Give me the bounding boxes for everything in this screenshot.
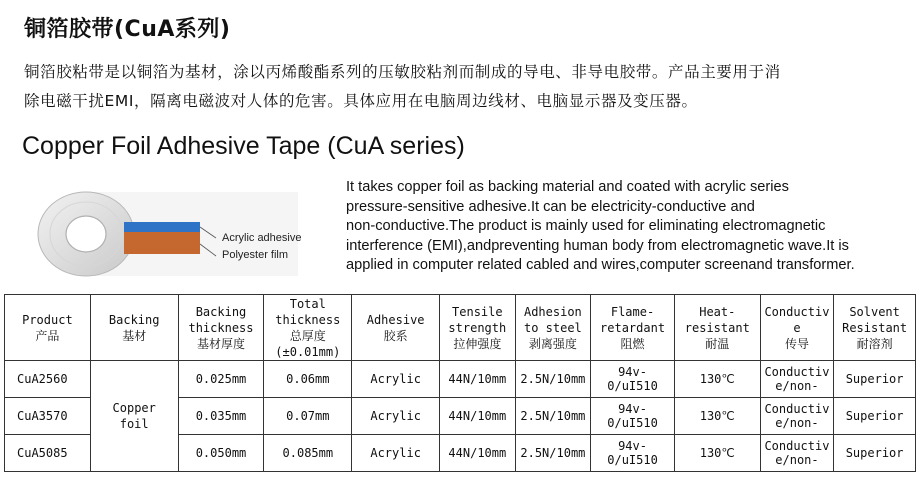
en-page-title: Copper Foil Adhesive Tape (CuA series) xyxy=(22,132,465,160)
tensile-cell: 44N/10mm xyxy=(440,398,516,435)
total-thickness-cell: 0.07mm xyxy=(264,398,352,435)
solvent-cell: Superior xyxy=(834,361,916,398)
en-description-line: pressure-sensitive adhesive.It can be electricity-conductive and xyxy=(346,198,755,215)
column-header-conductive: Conductiv e 传导 xyxy=(760,295,834,361)
spec-table xyxy=(4,294,916,472)
column-header-adhesion: Adhesion to steel 剥离强度 xyxy=(515,295,591,361)
conductive-cell: Conductiv e/non- xyxy=(760,398,834,435)
backing-thickness-cell: 0.035mm xyxy=(178,398,264,435)
solvent-cell: Superior xyxy=(834,398,916,435)
column-header-adhesive: Adhesive 胶系 xyxy=(352,295,440,361)
heat-resistant-cell: 130℃ xyxy=(674,398,760,435)
conductive-cell: Conductiv e/non- xyxy=(760,435,834,472)
cn-description xyxy=(24,58,904,116)
flame-retardant-cell: 94v- 0/uI510 xyxy=(591,361,675,398)
backing-thickness-cell: 0.025mm xyxy=(178,361,264,398)
backing-thickness-cell: 0.050mm xyxy=(178,435,264,472)
flame-retardant-cell: 94v- 0/uI510 xyxy=(591,435,675,472)
column-header-backing: Backing 基材 xyxy=(90,295,178,361)
column-header-product: Product 产品 xyxy=(5,295,91,361)
table-header-row xyxy=(5,295,916,361)
adhesion-cell: 2.5N/10mm xyxy=(515,398,591,435)
product-cell: CuA3570 xyxy=(5,398,91,435)
en-description-line: non-conductive.The product is mainly used for eliminating electromagnetic xyxy=(346,218,826,234)
column-header-solvent-resistant: Solvent Resistant 耐溶剂 xyxy=(834,295,916,361)
en-description-line: applied in computer related cabled and wires,computer screenand transformer. xyxy=(346,257,855,273)
tensile-cell: 44N/10mm xyxy=(440,361,516,398)
conductive-cell: Conductiv e/non- xyxy=(760,361,834,398)
solvent-cell: Superior xyxy=(834,435,916,472)
total-thickness-cell: 0.085mm xyxy=(264,435,352,472)
flame-retardant-cell: 94v- 0/uI510 xyxy=(591,398,675,435)
cn-description-line: 除电磁干扰EMI，隔离电磁波对人体的危害。具体应用在电脑周边线材、电脑显示器及变压器。 xyxy=(24,92,698,110)
cn-description-line: 铜箔胶粘带是以铜箔为基材，涂以丙烯酸酯系列的压敏胶粘剂而制成的导电、非导电胶带。产品主要用于消 xyxy=(24,63,781,81)
adhesive-cell: Acrylic xyxy=(352,398,440,435)
product-cell: CuA2560 xyxy=(5,361,91,398)
tape-illustration xyxy=(28,184,328,294)
acrylic-adhesive-label: Acrylic adhesive xyxy=(222,232,302,244)
column-header-backing-thickness: Backing thickness 基材厚度 xyxy=(178,295,264,361)
en-description-line: It takes copper foil as backing material and coated with acrylic series xyxy=(346,179,789,195)
adhesive-cell: Acrylic xyxy=(352,435,440,472)
adhesive-cell: Acrylic xyxy=(352,361,440,398)
heat-resistant-cell: 130℃ xyxy=(674,435,760,472)
acrylic-adhesive-layer xyxy=(124,222,200,232)
column-header-flame-retardant: Flame- retardant 阻燃 xyxy=(591,295,675,361)
total-thickness-cell: 0.06mm xyxy=(264,361,352,398)
product-cell: CuA5085 xyxy=(5,435,91,472)
en-description xyxy=(346,178,916,276)
en-description-line: interference (EMI),andpreventing human body from electromagnetic wave.It is xyxy=(346,237,849,254)
polyester-film-layer xyxy=(124,232,200,254)
tensile-cell: 44N/10mm xyxy=(440,435,516,472)
backing-material-cell: Copper foil xyxy=(90,361,178,472)
table-row xyxy=(5,361,916,398)
column-header-total-thickness: Total thickness 总厚度 (±0.01mm) xyxy=(264,295,352,361)
cn-page-title: 铜箔胶带(CuA系列) xyxy=(24,17,231,42)
column-header-tensile-strength: Tensile strength 拉伸强度 xyxy=(440,295,516,361)
heat-resistant-cell: 130℃ xyxy=(674,361,760,398)
polyester-film-label: Polyester film xyxy=(222,249,289,261)
column-header-heat-resistant: Heat- resistant 耐温 xyxy=(674,295,760,361)
adhesion-cell: 2.5N/10mm xyxy=(515,435,591,472)
adhesion-cell: 2.5N/10mm xyxy=(515,361,591,398)
